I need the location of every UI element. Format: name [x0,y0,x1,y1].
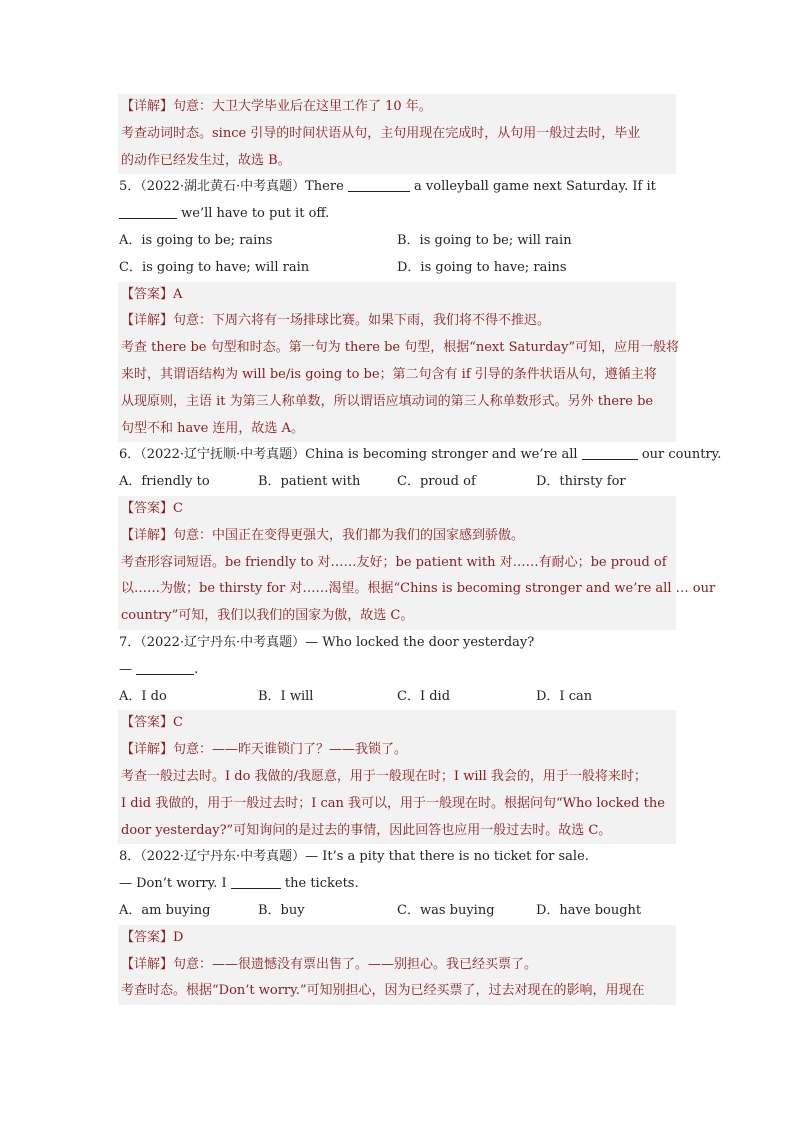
q6-stem-part: 6．（2022·辽宁抚顺·中考真题）China is becoming stronger and we’re all [119,447,582,463]
q7-option-c: C．I did [397,688,451,704]
q5-option-d: D．is going to have; rains [397,259,567,275]
q8-stem-part: the tickets. [280,876,359,892]
q5-stem-part: we’ll have to put it off. [177,206,330,222]
q5-options-row [118,228,676,255]
q6-analysis-line: 以……为傲；be thirsty for 对……渴望。根据“Chins is becoming stronger and we’re all … our [118,576,676,603]
q8-analysis-line: 考查时态。根据“Don’t worry.”可知别担心，因为已经买票了，过去对现在的影响，用现在 [118,978,676,1005]
q5-analysis-line: 句型不和 have 连用，故选 A。 [118,416,676,443]
q6-stem-part: our country. [637,447,722,463]
q6-detail: 【详解】句意：中国正在变得更强大，我们都为我们的国家感到骄傲。 [118,523,676,550]
q5-stem-part: a volleyball game next Saturday. If it [409,179,656,195]
q5-option-c: C．is going to have; will rain [119,259,310,275]
answer-blank [582,445,638,460]
q7-option-a: A．I do [119,688,167,704]
q8-answer: 【答案】D [118,925,676,952]
q8-option-d: D．have bought [536,902,642,918]
q8-option-a: A．am buying [119,902,211,918]
q7-detail: 【详解】句意：——昨天谁锁门了？——我锁了。 [118,737,676,764]
q6-option-a: A．friendly to [119,474,210,490]
q4-analysis-line: 考查动词时态。since 引导的时间状语从句，主句用现在完成时，从句用一般过去时，毕业 [118,121,676,148]
answer-blank [231,874,281,889]
q8-stem-line2 [118,871,676,898]
q7-answer: 【答案】C [118,710,676,737]
q7-stem-part: — [119,661,137,677]
answer-blank [119,204,177,219]
q8-stem: 8．（2022·辽宁丹东·中考真题）— It’s a pity that there is no ticket for sale. [119,849,589,865]
q7-options-row [118,684,676,711]
q7-analysis-line: door yesterday?”可知询问的是过去的事情，因此回答也应用一般过去时。故选 C。 [118,818,676,845]
q6-stem [118,442,722,469]
q5-stem-line1 [118,174,676,201]
q7-stem-line2 [118,657,676,684]
q6-options-row [118,469,676,496]
q6-analysis-line: 考查形容词短语。be friendly to 对……友好；be patient with 对……有耐心；be proud of [118,550,676,577]
q5-detail: 【详解】句意：下周六将有一场排球比赛。如果下雨，我们将不得不推迟。 [118,308,676,335]
q6-analysis-line: country”可知，我们以我们的国家为傲，故选 C。 [118,603,676,630]
document-page [118,94,722,1005]
q7-option-d: D．I can [536,688,593,704]
q6-option-d: D．thirsty for [536,474,626,490]
q7-analysis-line: I did 我做的，用于一般过去时；I can 我可以，用于一般现在时。根据问句“Who locked the [118,791,676,818]
q7-stem: 7．（2022·辽宁丹东·中考真题）— Who locked the door yesterday? [119,634,535,650]
q8-stem-part: — Don’t worry. I [119,876,231,892]
q8-option-b: B．buy [258,902,305,918]
q5-option-b: B．is going to be; will rain [397,232,572,248]
q8-detail: 【详解】句意：——很遗憾没有票出售了。——别担心。我已经买票了。 [118,952,676,979]
q4-analysis-line: 的动作已经发生过，故选 B。 [118,148,676,175]
q6-answer: 【答案】C [118,496,676,523]
q7-stem-part: . [194,661,199,677]
q5-stem-part: 5．（2022·湖北黄石·中考真题）There [119,179,348,195]
q7-analysis-line: 考查一般过去时。I do 我做的/我愿意，用于一般现在时；I will 我会的，用于一般将来时； [118,764,676,791]
q5-answer: 【答案】A [118,282,676,309]
q5-analysis-line: 考查 there be 句型和时态。第一句为 there be 句型，根据“next Saturday”可知，应用一般将 [118,335,676,362]
q5-analysis-line: 来时，其谓语结构为 will be/is going to be；第二句含有 if 引导的条件状语从句，遵循主将 [118,362,676,389]
q5-options-row [118,255,676,282]
answer-blank [136,660,194,675]
q5-analysis-line: 从现原则，主语 it 为第三人称单数，所以谓语应填动词的第三人称单数形式。另外 there be [118,389,676,416]
q6-option-c: C．proud of [397,474,476,490]
q5-option-a: A．is going to be; rains [119,232,273,248]
q6-option-b: B．patient with [258,474,361,490]
answer-blank [348,177,410,192]
q7-option-b: B．I will [258,688,314,704]
q8-options-row [118,898,676,925]
q4-detail: 【详解】句意：大卫大学毕业后在这里工作了 10 年。 [118,94,676,121]
q5-stem-line2 [118,201,676,228]
q8-option-c: C．was buying [397,902,495,918]
